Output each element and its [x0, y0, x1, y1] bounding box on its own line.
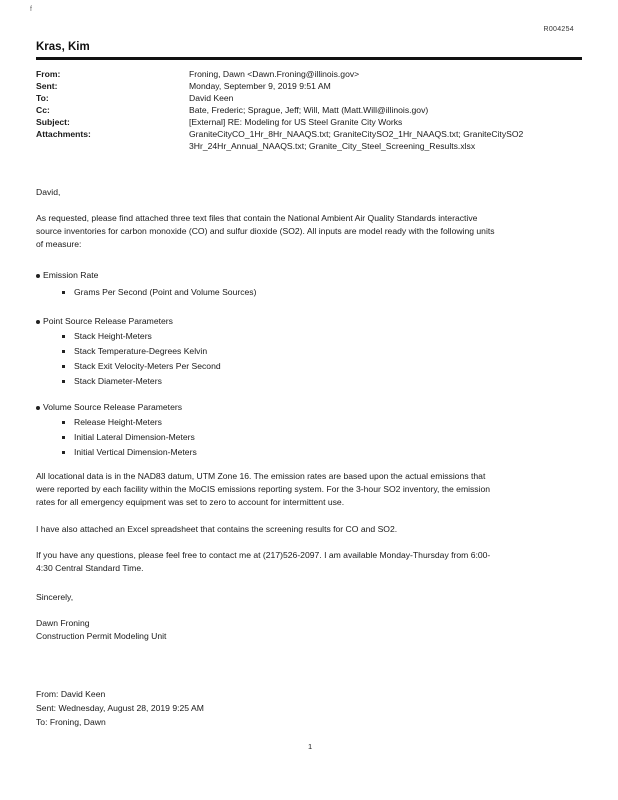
closing: Sincerely, — [36, 592, 74, 602]
header-label: From: — [36, 69, 61, 79]
attachment-line[interactable]: GraniteCityCO_1Hr_8Hr_NAAQS.txt; GraniteCitySO2_1Hr_NAAQS.txt; GraniteCitySO2 — [189, 129, 524, 139]
intro-line: source inventories for carbon monoxide (CO) and sulfur dioxide (SO2). All inputs are model ready with the following units — [36, 226, 495, 236]
list-item: Stack Diameter-Meters — [62, 376, 162, 386]
header-value: Monday, September 9, 2019 9:51 AM — [189, 81, 331, 91]
header-row-to — [36, 92, 582, 104]
excel-note: I have also attached an Excel spreadsheet that contains the screening results for CO and SO2. — [36, 524, 398, 534]
bullet-icon — [62, 421, 65, 424]
forwarded-sent: Sent: Wednesday, August 28, 2019 9:25 AM — [36, 703, 204, 713]
page-number: 1 — [308, 742, 313, 751]
bullet-icon — [62, 335, 65, 338]
bullet-icon — [62, 451, 65, 454]
forwarded-to: To: Froning, Dawn — [36, 717, 106, 727]
header-row-attachments — [36, 128, 582, 152]
signature-unit: Construction Permit Modeling Unit — [36, 631, 167, 641]
list-item: Initial Vertical Dimension-Meters — [62, 447, 197, 457]
header-value: Bate, Frederic; Sprague, Jeff; Will, Matt (Matt.Will@illinois.gov) — [189, 105, 429, 115]
header-label: Attachments: — [36, 129, 91, 139]
header-label: Subject: — [36, 117, 70, 127]
header-rule — [36, 57, 582, 60]
bates-number: R004254 — [543, 26, 574, 33]
bullet-icon — [62, 365, 65, 368]
header-row-sent — [36, 80, 582, 92]
list-item: Initial Lateral Dimension-Meters — [62, 432, 195, 442]
header-row-cc — [36, 104, 582, 116]
sender-name: Kras, Kim — [36, 41, 90, 53]
bullet-icon — [36, 274, 40, 278]
locational-line: All locational data is in the NAD83 datum, UTM Zone 16. The emission rates are based upon the actual emissions that — [36, 471, 486, 481]
list-item: Stack Height-Meters — [62, 331, 152, 341]
greeting: David, — [36, 187, 61, 197]
header-label: Cc: — [36, 105, 50, 115]
contact-line: 4:30 Central Standard Time. — [36, 563, 144, 573]
intro-line: As requested, please find attached three text files that contain the National Ambient Air Quality Standards interactive — [36, 213, 478, 223]
locational-line: rates for all emergency equipment was set to zero to account for intermittent use. — [36, 497, 345, 507]
bullet-icon — [62, 350, 65, 353]
locational-line: were reported by each facility within the MoCIS emissions reporting system. For the 3-hour SO2 inventory, the emission — [36, 484, 491, 494]
group-title-emission-rate: Emission Rate — [36, 270, 98, 280]
group-title-volume-source: Volume Source Release Parameters — [36, 402, 182, 412]
header-label: To: — [36, 93, 49, 103]
list-item: Grams Per Second (Point and Volume Sources) — [62, 287, 256, 297]
group-title-point-source: Point Source Release Parameters — [36, 316, 173, 326]
bullet-icon — [36, 320, 40, 324]
list-item: Stack Temperature-Degrees Kelvin — [62, 346, 207, 356]
header-value: Froning, Dawn <Dawn.Froning@illinois.gov> — [189, 69, 360, 79]
contact-line: If you have any questions, please feel free to contact me at (217)526-2097. I am available Monday-Thursday from 6:00- — [36, 550, 491, 560]
list-item: Release Height-Meters — [62, 417, 162, 427]
header-label: Sent: — [36, 81, 58, 91]
header-row-subject — [36, 116, 582, 128]
bullet-icon — [62, 291, 65, 294]
forwarded-from: From: David Keen — [36, 689, 106, 699]
signature-name: Dawn Froning — [36, 618, 90, 628]
bullet-icon — [36, 406, 40, 410]
corner-mark: f — [30, 6, 32, 13]
header-row-from — [36, 68, 582, 80]
intro-line: of measure: — [36, 239, 82, 249]
header-value: [External] RE: Modeling for US Steel Granite City Works — [189, 117, 403, 127]
email-header — [36, 68, 582, 152]
header-value: David Keen — [189, 93, 234, 103]
attachment-line[interactable]: 3Hr_24Hr_Annual_NAAQS.txt; Granite_City_Steel_Screening_Results.xlsx — [189, 141, 476, 151]
list-item: Stack Exit Velocity-Meters Per Second — [62, 361, 221, 371]
bullet-icon — [62, 436, 65, 439]
bullet-icon — [62, 380, 65, 383]
